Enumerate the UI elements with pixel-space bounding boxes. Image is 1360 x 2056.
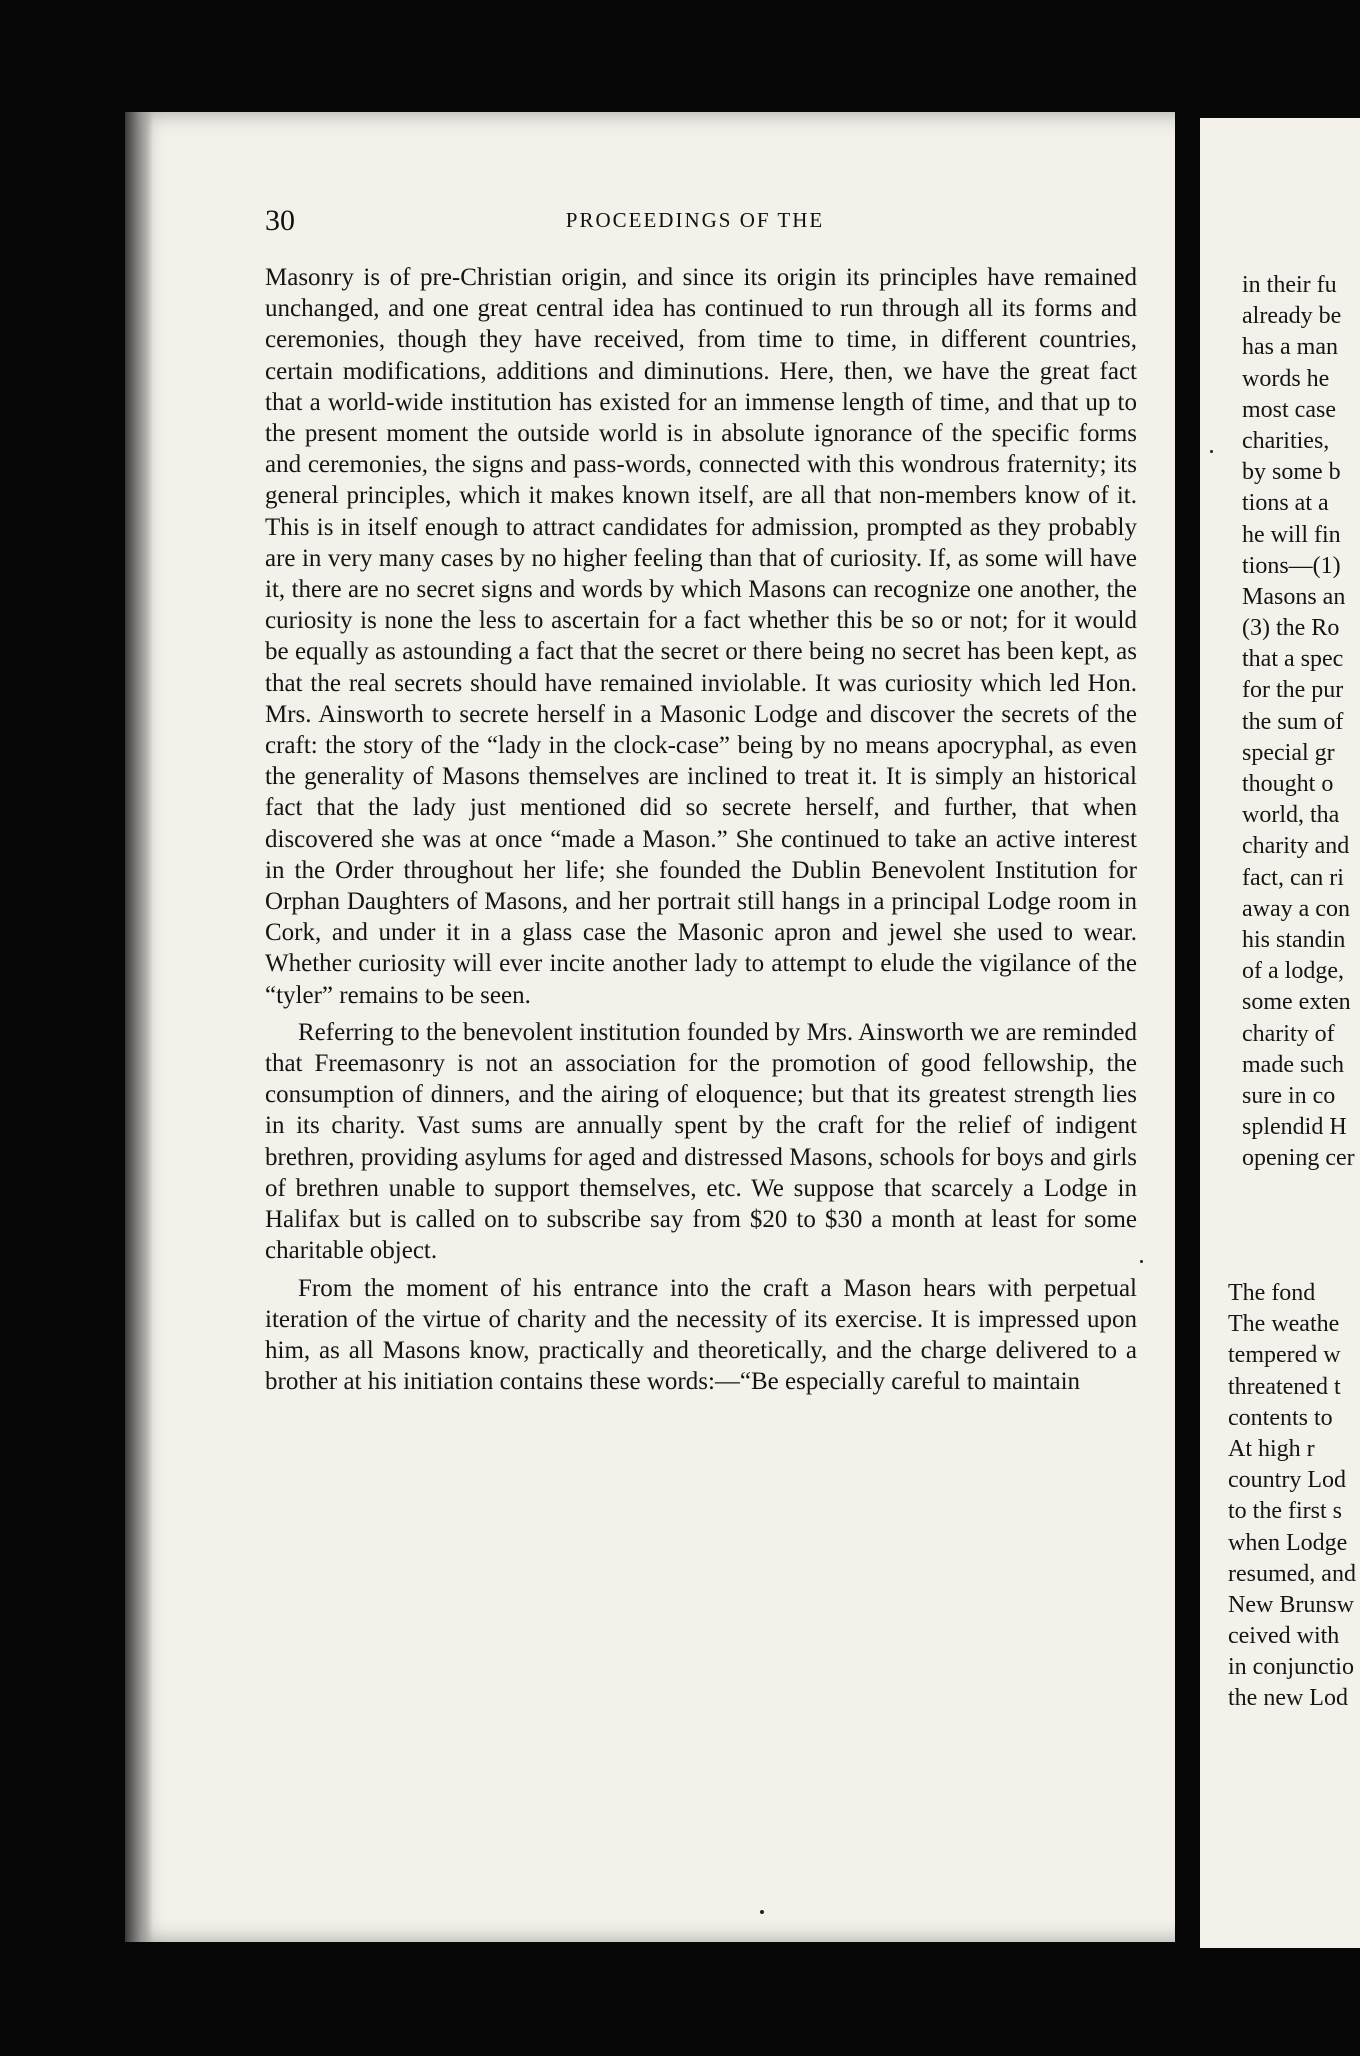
- paragraph-benevolent-institution: Referring to the benevolent institution founded by Mrs. Ainsworth we are reminded that Freemasonry is not an association for the promotion of good fellowship, the consumption of dinners, and the airing of eloquence; but that its greatest strength lies in its charity. Vast sums are annually spent by the craft for the relief of indigent brethren, providing asylums for aged and distressed Masons, schools for boys and girls of brethren unable to support themselves, etc. We suppose that scarcely a Lodge in Halifax but is called on to subscribe say from $20 to $30 a month at least for some charitable object.: [265, 1018, 1137, 1265]
- scan-speck: [1210, 450, 1213, 453]
- adjacent-line: contents to: [1228, 1404, 1333, 1431]
- adjacent-page-lower-text: [1228, 1278, 1356, 1715]
- adjacent-line: resumed, and: [1228, 1560, 1356, 1587]
- adjacent-line: most case: [1242, 396, 1336, 423]
- adjacent-line: he will fin: [1242, 521, 1341, 548]
- adjacent-line: charity and: [1242, 833, 1350, 860]
- adjacent-page-upper-text: [1242, 270, 1355, 1174]
- adjacent-line: world, tha: [1242, 802, 1340, 829]
- adjacent-line: tempered w: [1228, 1342, 1341, 1369]
- adjacent-line: special gr: [1242, 739, 1335, 766]
- adjacent-line: opening cer: [1242, 1145, 1355, 1172]
- paragraph-charity-charge: From the moment of his entrance into the craft a Mason hears with perpetual iteration of the virtue of charity and the necessity of its exercise. It is impressed upon him, as all Masons know, practically and theoretically, and the charge delivered to a brother at his initiation contains these words:—“Be especially careful to maintain: [265, 1274, 1137, 1396]
- book-page: [125, 112, 1175, 1942]
- adjacent-line: by some b: [1242, 459, 1341, 486]
- adjacent-page: [1200, 118, 1360, 1948]
- body-text: [265, 262, 1137, 1403]
- adjacent-line: The fond: [1228, 1280, 1316, 1306]
- adjacent-line: tions—(1): [1242, 552, 1341, 579]
- adjacent-line: Masons an: [1242, 583, 1346, 610]
- adjacent-line: his standin: [1242, 926, 1346, 953]
- paragraph-masonry-origin: Masonry is of pre-Christian origin, and since its origin its principles have remained unchanged, and one great central idea has continued to run through all its forms and ceremonies, though they have received, from time to time, in different countries, certain modifications, additions and diminutions. Here, then, we have the great fact that a world-wide institution has existed for an immense length of time, and that up to the present moment the outside world is in absolute ignorance of the specific forms and ceremonies, the signs and pass-words, connected with this wondrous fraternity; its general principles, which it makes known itself, are all that non-members know of it. This is in itself enough to attract candidates for admission, prompted as they probably are in very many cases by no higher feeling than that of curiosity. If, as some will have it, there are no secret signs and words by which Masons can recognize one another, the curiosity is none the less to ascertain for a fact whether this be so or not; for it would be equally as astounding a fact that the secret or there being no secret has been kept, as that the real secrets should have remained inviolable. It was curiosity which led Hon. Mrs. Ainsworth to secrete herself in a Masonic Lodge and discover the secrets of the craft: the story of the “lady in the clock-case” being by no means apocryphal, as even the generality of Masons themselves are inclined to treat it. It is simply an historical fact that the lady just mentioned did so secrete herself, and further, that when discovered she was at once “made a Mason.” She continued to take an active interest in the Order throughout her life; she founded the Dublin Benevolent Institution for Orphan Daughters of Masons, and her portrait still hangs in a principal Lodge room in Cork, and under it in a glass case the Masonic apron and jewel she used to wear. Whether curiosity will ever incite another lady to attempt to elude the vigilance of the “tyler” remains to be seen.: [265, 264, 1137, 1009]
- adjacent-line: New Brunsw: [1228, 1591, 1354, 1618]
- adjacent-line: At high r: [1228, 1435, 1315, 1462]
- adjacent-line: words he: [1242, 365, 1330, 392]
- adjacent-line: sure in co: [1242, 1082, 1336, 1109]
- adjacent-line: when Lodge: [1228, 1529, 1348, 1556]
- adjacent-line: splendid H: [1242, 1114, 1347, 1141]
- adjacent-line: has a man: [1242, 334, 1338, 361]
- adjacent-line: the sum of: [1242, 708, 1344, 735]
- running-head: PROCEEDINGS OF THE: [565, 208, 825, 232]
- adjacent-line: charity of: [1242, 1020, 1335, 1047]
- adjacent-line: made such: [1242, 1051, 1344, 1078]
- scan-speck: [1140, 1260, 1143, 1263]
- adjacent-line: charities,: [1242, 427, 1330, 454]
- adjacent-line: in their fu: [1242, 272, 1337, 298]
- adjacent-line: country Lod: [1228, 1467, 1346, 1494]
- adjacent-line: for the pur: [1242, 677, 1344, 704]
- adjacent-line: some exten: [1242, 989, 1351, 1016]
- adjacent-line: the new Lod: [1228, 1685, 1348, 1712]
- adjacent-line: fact, can ri: [1242, 864, 1344, 891]
- adjacent-line: already be: [1242, 303, 1342, 330]
- adjacent-line: in conjunctio: [1228, 1654, 1354, 1681]
- adjacent-line: The weathe: [1228, 1311, 1340, 1338]
- scan-speck: [760, 1910, 764, 1914]
- page-header: [265, 204, 1125, 244]
- adjacent-line: tions at a: [1242, 490, 1329, 517]
- adjacent-line: to the first s: [1228, 1498, 1342, 1525]
- adjacent-line: (3) the Ro: [1242, 615, 1340, 642]
- adjacent-line: threatened t: [1228, 1373, 1341, 1400]
- adjacent-line: of a lodge,: [1242, 958, 1344, 985]
- page-number: 30: [265, 204, 295, 237]
- adjacent-line: that a spec: [1242, 646, 1344, 673]
- adjacent-line: ceived with: [1228, 1623, 1340, 1650]
- adjacent-line: thought o: [1242, 771, 1334, 797]
- adjacent-line: away a con: [1242, 895, 1350, 922]
